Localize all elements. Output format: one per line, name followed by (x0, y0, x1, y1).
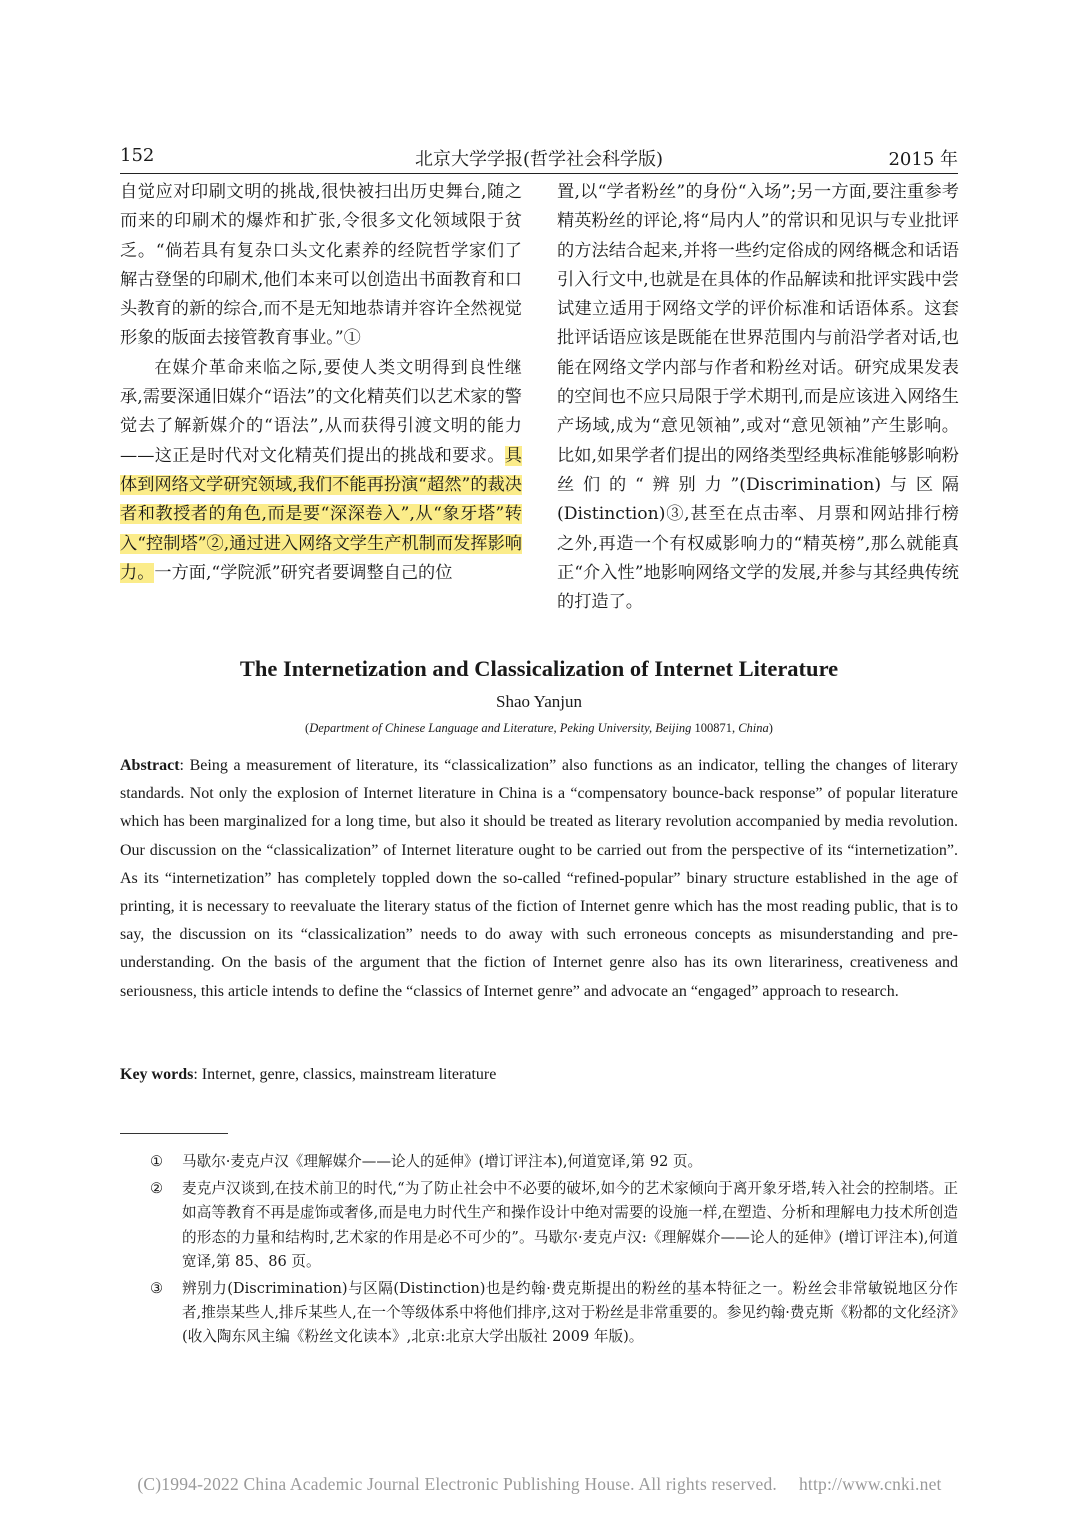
english-keywords (120, 1061, 958, 1089)
affiliation-paren: ( (305, 721, 310, 735)
footnotes (150, 1150, 958, 1353)
highlighted-text[interactable]: 具体到网络文学研究领域,我们不能再扮演“超然”的裁决者和教授者的角色,而是要“深深卷入”,从“象牙塔”转入“控制塔”②,通过进入网络文学生产机制而发挥影响力。 (120, 445, 522, 583)
abstract-text: : Being a measurement of literature, its “classicalization” also functions as an indicator, telling the changes of literary standards. Not only the explosion of Internet literature in China is a “compensatory bounce-back response” of popular literature which has been marginalized for a long time, but also it should be treated as literary revolution accompanied by media revolution. Our discussion on the “classicalization” of Internet literature ought to be carried out from the perspective of its “internetization”. As its “internetization” has completely toppled down the so-called “refined-popular” binary structure established in the age of printing, it is necessary to reevaluate the literary status of the fiction of Internet genre which has the most reading public, that is to say, the discussion on its “classicalization” needs to do away with such erroneous concepts as misunderstanding and pre-understanding. On the basis of the argument that the fiction of Internet genre also has its own literariness, creativeness and seriousness, this article intends to define the “classics of Internet genre” and advocate an “engaged” approach to research. (120, 757, 958, 1000)
journal-title: 北京大学学报(哲学社会科学版) (414, 149, 664, 170)
footnote-divider (120, 1133, 228, 1134)
body-column-left (120, 178, 522, 588)
affiliation-department: Department of Chinese Language and Literature, Peking University, Beijing (309, 721, 692, 735)
abstract-label: Abstract (120, 757, 180, 774)
paragraph (120, 354, 522, 588)
copyright-notice: (C)1994-2022 China Academic Journal Electronic Publishing House. All rights reserved. (137, 1474, 777, 1494)
footnote-text: 辨别力(Discrimination)与区隔(Distinction)也是约翰·费克斯提出的粉丝的基本特征之一。粉丝会非常敏锐地区分作者,推崇某些人,排斥某些人,在一个等级体系中将他们排序,这对于粉丝是非常重要的。参见约翰·费克斯《粉都的文化经济》(收入陶东风主编《粉丝文化读本》,北京:北京大学出版社 2009 年版)。 (182, 1280, 958, 1346)
footnote-mark: ① (150, 1153, 164, 1170)
page-number: 152 (120, 145, 155, 166)
english-abstract (120, 752, 958, 1006)
running-header (120, 143, 958, 174)
affiliation-paren: ) (768, 721, 773, 735)
affiliation-postcode: 100871, (691, 721, 739, 735)
paragraph-text: 一方面,“学院派”研究者要调整自己的位 (154, 562, 453, 583)
footnote (150, 1150, 958, 1174)
copyright-watermark (0, 1474, 1079, 1495)
footnote-mark: ③ (150, 1280, 164, 1298)
footnote (150, 1277, 958, 1350)
footnote-mark: ② (150, 1180, 164, 1198)
english-author: Shao Yanjun (496, 692, 582, 711)
affiliation-country: China (738, 721, 769, 735)
footnote-text: 麦克卢汉谈到,在技术前卫的时代,“为了防止社会中不必要的破坏,如今的艺术家倾向于离开象牙塔,转入社会的控制塔。正如高等教育不再是虚饰或奢侈,而是电力时代生产和操作设计中绝对需要的设施一样,在塑造、分析和理解电力技术所创造的形态的力量和结构时,艺术家的作用是必不可少的”。马歇尔·麦克卢汉:《理解媒介——论人的延伸》(增订评注本),何道宽译,第 85、86 页。 (182, 1180, 958, 1270)
keywords-text: : Internet, genre, classics, mainstream literature (193, 1066, 497, 1083)
paragraph-text: 在媒介革命来临之际,要使人类文明得到良性继承,需要深通旧媒介“语法”的文化精英们以艺术家的警觉去了解新媒介的“语法”,从而获得引渡文明的能力——这正是时代对文化精英们提出的挑战和要求。 (120, 357, 522, 466)
publication-year: 2015 年 (888, 149, 958, 170)
english-title: The Internetization and Classicalization of Internet Literature (239, 656, 839, 681)
keywords-label: Key words (120, 1066, 194, 1083)
footnote-text: 马歇尔·麦克卢汉《理解媒介——论人的延伸》(增订评注本),何道宽译,第 92 页。 (182, 1153, 703, 1170)
paragraph: 置,以“学者粉丝”的身份“入场”;另一方面,要注重参考精英粉丝的评论,将“局内人”的常识和见识与专业批评的方法结合起来,并将一些约定俗成的网络概念和话语引入行文中,也就是在具体的作品解读和批评实践中尝试建立适用于网络文学的评价标准和话语体系。这套批评话语应该是既能在世界范围内与前沿学者对话,也能在网络文学内部与作者和粉丝对话。研究成果发表的空间也不应只局限于学术期刊,而是应该进入网络生产场域,成为“意见领袖”,或对“意见领袖”产生影响。比如,如果学者们提出的网络类型经典标准能够影响粉丝们的“辨别力”(Discrimination)与区隔(Distinction)③,甚至在点击率、月票和网站排行榜之外,再造一个有权威影响力的“精英榜”,那么就能真正“介入性”地影响网络文学的发展,并参与其经典传统的打造了。 (557, 182, 959, 613)
paragraph: 自觉应对印刷文明的挑战,很快被扫出历史舞台,随之而来的印刷术的爆炸和扩张,令很多文化领域限于贫乏。“倘若具有复杂口头文化素养的经院哲学家们了解古登堡的印刷术,他们本来可以创造出书面教育和口头教育的新的综合,而不是无知地恭请并容许全然视觉形象的版面去接管教育事业。”① (120, 182, 522, 349)
body-column-right (557, 178, 959, 617)
english-affiliation (120, 721, 958, 736)
footnote (150, 1177, 958, 1274)
copyright-url[interactable]: http://www.cnki.net (798, 1474, 942, 1494)
